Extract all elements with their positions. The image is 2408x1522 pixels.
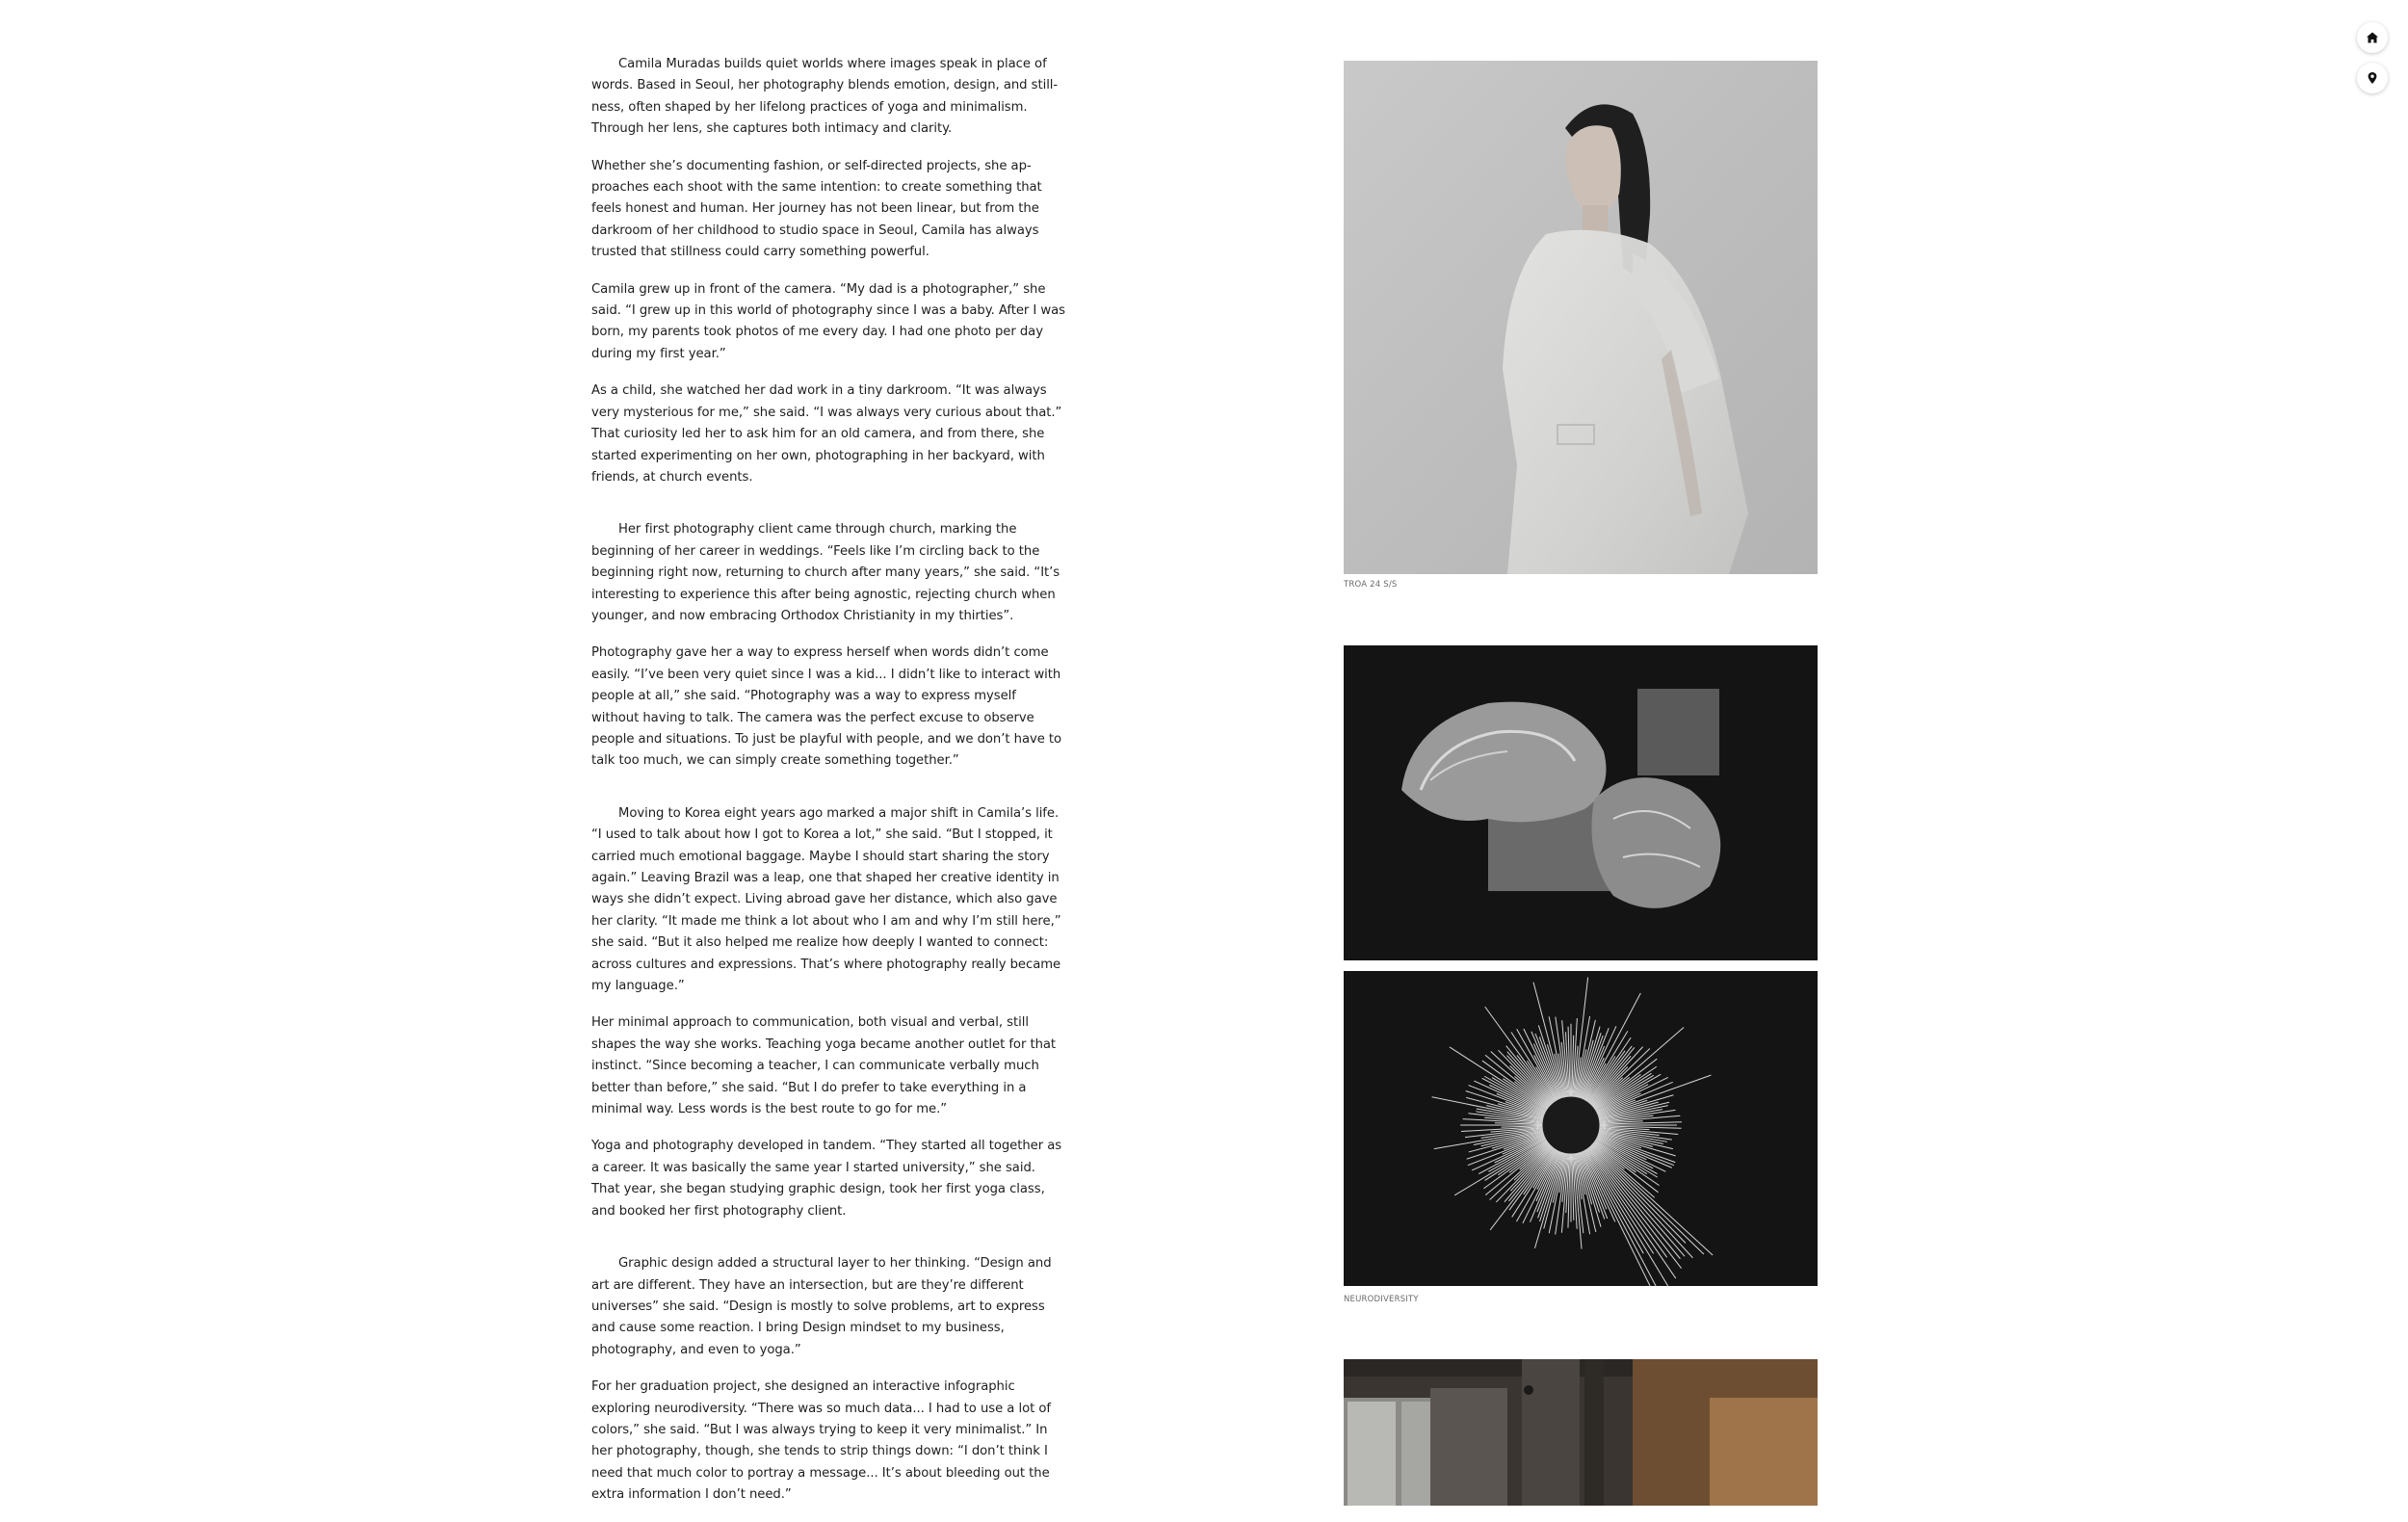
- section-spacer: [591, 504, 1065, 519]
- article-paragraph: Moving to Korea eight years ago marked a major shift in Camila’s life. “I used to talk about how I got to Korea a lot,” she said. “But I stopped, it carried much emotional baggage. Maybe I should start sharing the story again.” Leaving Brazil was a leap, one that shaped her creative identity in ways she didn’t expect. Living abroad gave her distance, which also gave her clarity. “It made me think a lot about who I am and why I’m still here,” she said. “But it also helped me realize how deeply I wanted to connect: across cultures and expressions. That’s where photography really became my language.”: [591, 805, 1061, 994]
- section-spacer: [591, 788, 1065, 803]
- portrait-image: [1344, 61, 1818, 574]
- photo-caption: NEURODIVERSITY: [1344, 1295, 1419, 1304]
- section-spacer: [591, 1238, 1065, 1253]
- radial-core: [1542, 1096, 1600, 1154]
- interior-photo[interactable]: [1344, 1359, 1818, 1506]
- radial-infographic-artwork: [1344, 971, 1818, 1286]
- article-paragraph: Graphic design added a structural layer to her thinking. “Design and art are different. They have an intersection, but are they’re different universes” she said. “Design is mostly to solve problems, art to express and cause some reaction. I bring Design mindset to my business, photography, and even to yoga.”: [591, 1256, 1052, 1357]
- article-paragraph: For her graduation project, she designed an interactive infographic exploring neurodiversity. “There was so much data... I had to use a lot of colors,” she said. “But I was always trying to keep it very minimalist.” In her photography, though, she tends to strip things down: “I don’t think I need that much color to portray a message... It’s about bleeding out the extra information I don’t need.”: [591, 1379, 1051, 1503]
- brain-collage-image[interactable]: [1344, 645, 1818, 960]
- article-paragraph: Photography gave her a way to express herself when words didn’t come easily. “I’ve been very quiet since I was a kid... I didn’t like to interact with people at all,” she said. “Photography was a way to express myself without having to talk. The camera was the perfect excuse to observe people and situations. To just be playful with people, and we don’t have to talk too much, we can simply create something together.”: [591, 645, 1062, 769]
- article-paragraph: Yoga and photography developed in tandem. “They started all together as a career. It was basically the same year I started university,” she said. That year, she began studying graphic design, took her first yoga class, and booked her first photography client.: [591, 1139, 1062, 1219]
- article-paragraph: Camila Muradas builds quiet worlds where images speak in place of words. Based in Seoul, her photography blends emotion, design, and stillness, often shaped by her lifelong practices of yoga and minimalism. Through her lens, she captures both intimacy and clarity.: [591, 57, 1059, 137]
- portrait-photo[interactable]: [1344, 61, 1818, 574]
- home-button[interactable]: [2357, 22, 2388, 53]
- article-paragraph: Her minimal approach to communication, both visual and verbal, still shapes the way she works. Teaching yoga became another outlet for that instinct. “Since becoming a teacher, I can communicate verbally much better than before,” she said. “But I do prefer to take everything in a minimal way. Less words is the best route to go for me.”: [591, 1015, 1057, 1117]
- brain-collage-artwork: [1344, 645, 1818, 960]
- radial-infographic-image[interactable]: [1344, 971, 1818, 1286]
- home-icon: [2366, 31, 2379, 44]
- photo-caption: TROA 24 S/S: [1344, 580, 1398, 590]
- article-paragraph: Camila grew up in front of the camera. “My dad is a photographer,” she said. “I grew up in this world of photography since I was a baby. After I was born, my parents took photos of me every day. I had one photo per day during my first year.”: [591, 281, 1065, 361]
- location-button[interactable]: [2357, 63, 2388, 93]
- location-pin-icon: [2366, 71, 2379, 85]
- interior-image: [1344, 1359, 1818, 1506]
- article-paragraph: Whether she’s documenting fashion, or self-directed projects, she approaches each shoot with the same intention: to create something that feels honest and human. Her journey has not been linear, but from the darkroom of her childhood to studio space in Seoul, Camila has always trusted that stillness could carry something powerful.: [591, 158, 1042, 260]
- article-body: [591, 54, 1065, 1522]
- article-paragraph: Her first photography client came through church, marking the beginning of her career in weddings. “Feels like I’m circling back to the beginning right now, returning to church after many years,” she said. “It’s interesting to experience this after being agnostic, rejecting church when younger, and now embracing Orthodox Christianity in my thirties”.: [591, 522, 1060, 623]
- article-paragraph: As a child, she watched her dad work in a tiny darkroom. “It was always very mysterious for me,” she said. “I was always very curious about that.” That curiosity led her to ask him for an old camera, and from there, she started experimenting on her own, photographing in her backyard, with friends, at church events.: [591, 383, 1062, 485]
